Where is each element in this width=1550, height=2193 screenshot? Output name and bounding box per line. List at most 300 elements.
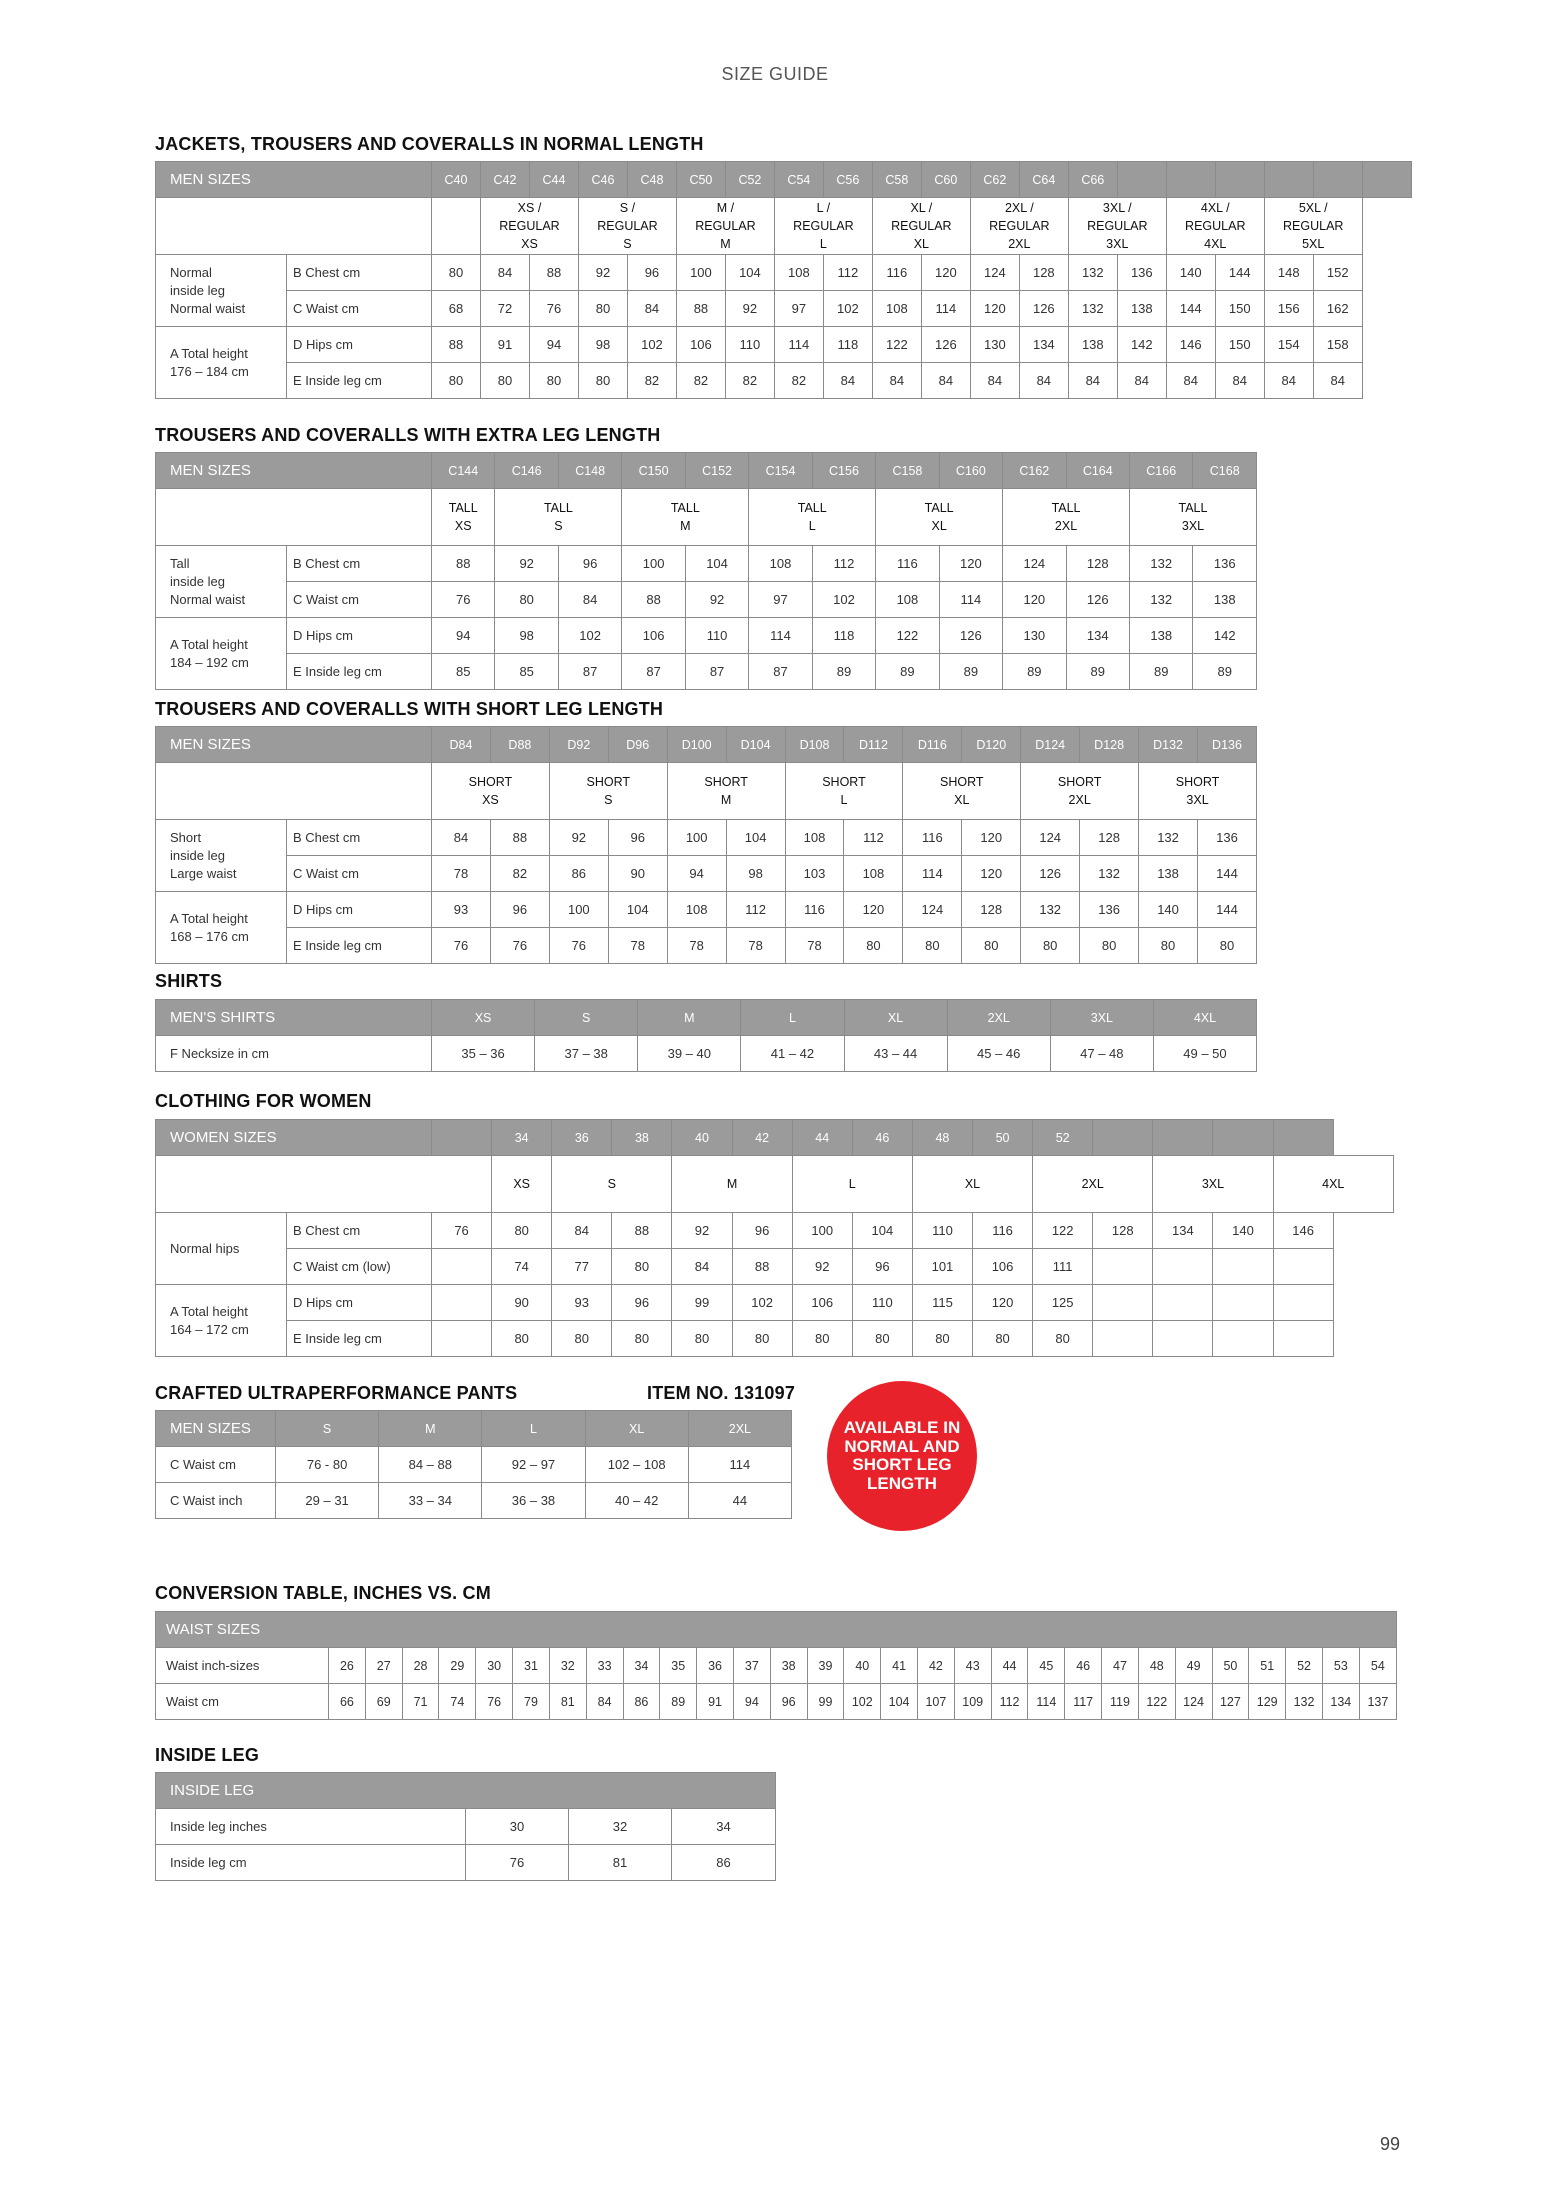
measure-label: D Hips cm: [287, 892, 432, 928]
table-row: [156, 291, 1412, 327]
size-header-cell: 52: [1033, 1120, 1093, 1156]
measure-label: B Chest cm: [287, 820, 432, 856]
table-row: [156, 327, 1412, 363]
measure-value: 74: [492, 1249, 552, 1285]
measure-value: 89: [1003, 654, 1066, 690]
measure-value: 68: [432, 291, 481, 327]
table-row: [156, 1809, 776, 1845]
normal-length-table: [155, 161, 1412, 399]
size-header-cell: 42: [732, 1120, 792, 1156]
measure-value: 140: [1213, 1213, 1273, 1249]
measure-value: 128: [1019, 255, 1068, 291]
measure-label: C Waist cm: [287, 291, 432, 327]
measure-value: 92: [495, 546, 558, 582]
size-header-cell: L: [482, 1411, 585, 1447]
measure-label: D Hips cm: [287, 618, 432, 654]
measure-value: 109: [954, 1684, 991, 1720]
size-header-cell: C62: [970, 162, 1019, 198]
size-header-cell: C148: [558, 453, 621, 489]
measure-value: 97: [749, 582, 812, 618]
measure-value: 150: [1215, 291, 1264, 327]
measure-value: 89: [812, 654, 875, 690]
size-header-cell: C48: [627, 162, 676, 198]
measure-value: 132: [1130, 582, 1193, 618]
measure-value: 41 – 42: [741, 1036, 844, 1072]
measure-value: 114: [749, 618, 812, 654]
measure-value: 116: [973, 1213, 1033, 1249]
measure-value: 102 – 108: [585, 1447, 688, 1483]
measure-value: 103: [785, 856, 844, 892]
size-header-cell: 36: [552, 1120, 612, 1156]
size-header-cell: 34: [492, 1120, 552, 1156]
measure-value: 34: [672, 1809, 776, 1845]
measure-value: [1213, 1321, 1273, 1357]
measure-value: 106: [792, 1285, 852, 1321]
measure-value: 84: [1019, 363, 1068, 399]
measure-value: 132: [1068, 255, 1117, 291]
table-row: [156, 1483, 792, 1519]
size-header-cell: 38: [612, 1120, 672, 1156]
measure-value: 31: [513, 1648, 550, 1684]
measure-value: 82: [676, 363, 725, 399]
block-label: Normal inside leg Normal waist: [156, 255, 287, 327]
measure-value: [1273, 1285, 1333, 1321]
measure-value: 80: [432, 363, 481, 399]
measure-value: 114: [921, 291, 970, 327]
measure-value: 96: [852, 1249, 912, 1285]
measure-value: 77: [552, 1249, 612, 1285]
measure-value: 128: [1093, 1213, 1153, 1249]
measure-value: 138: [1130, 618, 1193, 654]
measure-value: 27: [365, 1648, 402, 1684]
size-group-label: TALL M: [622, 489, 749, 546]
table-row: [156, 1447, 792, 1483]
measure-label: C Waist inch: [156, 1483, 276, 1519]
size-header-cell: C56: [823, 162, 872, 198]
measure-value: 104: [608, 892, 667, 928]
measure-value: 40: [844, 1648, 881, 1684]
measure-value: 138: [1068, 327, 1117, 363]
measure-value: 148: [1264, 255, 1313, 291]
measure-label: B Chest cm: [287, 255, 432, 291]
header-label: MEN SIZES: [156, 727, 432, 763]
measure-value: 85: [432, 654, 495, 690]
measure-value: 118: [812, 618, 875, 654]
measure-value: [432, 1249, 492, 1285]
measure-value: 146: [1166, 327, 1215, 363]
measure-value: 89: [876, 654, 939, 690]
measure-label: B Chest cm: [287, 1213, 432, 1249]
measure-value: 136: [1080, 892, 1139, 928]
measure-value: 80: [852, 1321, 912, 1357]
measure-value: 33: [586, 1648, 623, 1684]
page-number: 99: [1380, 2134, 1401, 2154]
measure-value: 78: [608, 928, 667, 964]
measure-value: 122: [1138, 1684, 1175, 1720]
measure-value: 88: [490, 820, 549, 856]
measure-value: 80: [973, 1321, 1033, 1357]
header-label: MEN'S SHIRTS: [156, 1000, 432, 1036]
measure-value: 114: [939, 582, 1002, 618]
table-row: [156, 1285, 1394, 1321]
size-header-cell: C52: [725, 162, 774, 198]
measure-value: 102: [844, 1684, 881, 1720]
measure-value: 54: [1359, 1648, 1396, 1684]
table-row: [156, 1845, 776, 1881]
measure-value: 128: [962, 892, 1021, 928]
table-row: [156, 582, 1257, 618]
block-label: Normal hips: [156, 1213, 287, 1285]
measure-value: 87: [685, 654, 748, 690]
measure-value: 80: [1080, 928, 1139, 964]
measure-value: 129: [1249, 1684, 1286, 1720]
section-title-inside-leg: INSIDE LEG: [155, 1745, 260, 1765]
measure-label: D Hips cm: [287, 1285, 432, 1321]
size-header-cell: C164: [1066, 453, 1129, 489]
measure-value: 98: [578, 327, 627, 363]
measure-value: 92: [685, 582, 748, 618]
measure-value: 132: [1286, 1684, 1323, 1720]
size-group-label: TALL XL: [876, 489, 1003, 546]
measure-value: [1213, 1285, 1273, 1321]
table-row: [156, 1120, 1394, 1156]
measure-value: 144: [1166, 291, 1215, 327]
size-header-cell: 48: [912, 1120, 972, 1156]
size-group-label: SHORT S: [549, 763, 667, 820]
table-row: [156, 820, 1257, 856]
size-header-cell: D120: [962, 727, 1021, 763]
size-group-label: TALL L: [749, 489, 876, 546]
measure-value: 100: [676, 255, 725, 291]
measure-value: 110: [852, 1285, 912, 1321]
measure-value: 39 – 40: [638, 1036, 741, 1072]
extra-leg-table: [155, 452, 1257, 690]
measure-value: 90: [492, 1285, 552, 1321]
size-header-cell: C160: [939, 453, 1002, 489]
size-header-cell: D88: [490, 727, 549, 763]
measure-value: [1273, 1321, 1333, 1357]
table-row: [156, 363, 1412, 399]
measure-value: 136: [1198, 820, 1257, 856]
measure-label: Waist inch-sizes: [156, 1648, 329, 1684]
size-header-cell: D136: [1198, 727, 1257, 763]
size-header-cell: 40: [672, 1120, 732, 1156]
measure-value: 72: [481, 291, 530, 327]
block-label: A Total height 164 – 172 cm: [156, 1285, 287, 1357]
measure-value: 106: [973, 1249, 1033, 1285]
size-header-cell: C40: [432, 162, 481, 198]
size-header-cell: C156: [812, 453, 875, 489]
measure-label: C Waist cm: [287, 856, 432, 892]
measure-value: 124: [903, 892, 962, 928]
measure-value: 132: [1130, 546, 1193, 582]
size-header-cell: C162: [1003, 453, 1066, 489]
measure-value: 33 – 34: [379, 1483, 482, 1519]
measure-value: 98: [726, 856, 785, 892]
measure-label: Waist cm: [156, 1684, 329, 1720]
measure-value: 81: [569, 1845, 672, 1881]
measure-value: 150: [1215, 327, 1264, 363]
measure-value: 84: [672, 1249, 732, 1285]
measure-value: 114: [903, 856, 962, 892]
measure-value: 108: [872, 291, 921, 327]
measure-value: 116: [876, 546, 939, 582]
measure-value: 116: [903, 820, 962, 856]
pants-table: [155, 1410, 792, 1519]
measure-value: 30: [476, 1648, 513, 1684]
measure-value: 108: [774, 255, 823, 291]
measure-value: 32: [569, 1809, 672, 1845]
measure-value: 120: [973, 1285, 1033, 1321]
measure-value: 42: [918, 1648, 955, 1684]
measure-label: E Inside leg cm: [287, 1321, 432, 1357]
size-header-cell: S: [276, 1411, 379, 1447]
size-group-label: SHORT 2XL: [1021, 763, 1139, 820]
measure-value: 94: [529, 327, 578, 363]
size-group-label: [432, 198, 481, 255]
measure-value: 125: [1033, 1285, 1093, 1321]
size-header-cell: D132: [1139, 727, 1198, 763]
measure-value: 128: [1080, 820, 1139, 856]
header-label: MEN SIZES: [156, 162, 432, 198]
size-group-label: 2XL: [1033, 1156, 1153, 1213]
size-header-cell: 2XL: [688, 1411, 791, 1447]
table-row: [156, 856, 1257, 892]
measure-value: 80: [844, 928, 903, 964]
measure-value: 99: [672, 1285, 732, 1321]
measure-value: [1273, 1249, 1333, 1285]
measure-value: 76: [549, 928, 608, 964]
measure-value: 120: [921, 255, 970, 291]
size-group-label: SHORT M: [667, 763, 785, 820]
measure-value: 35 – 36: [432, 1036, 535, 1072]
table-row: [156, 763, 1257, 820]
size-group-label: TALL 3XL: [1130, 489, 1257, 546]
block-label: Tall inside leg Normal waist: [156, 546, 287, 618]
measure-value: 38: [770, 1648, 807, 1684]
measure-value: 80: [529, 363, 578, 399]
size-header-cell: 50: [973, 1120, 1033, 1156]
measure-value: 118: [823, 327, 872, 363]
table-row: [156, 1612, 1397, 1648]
measure-value: 84: [823, 363, 872, 399]
measure-value: 69: [365, 1684, 402, 1720]
measure-value: 80: [481, 363, 530, 399]
size-header-cell: C168: [1193, 453, 1257, 489]
measure-value: 87: [622, 654, 685, 690]
measure-value: 111: [1033, 1249, 1093, 1285]
measure-value: 134: [1019, 327, 1068, 363]
measure-value: 102: [732, 1285, 792, 1321]
measure-value: 91: [481, 327, 530, 363]
header-label: INSIDE LEG: [156, 1773, 776, 1809]
measure-value: 84: [558, 582, 621, 618]
measure-value: 89: [1193, 654, 1257, 690]
measure-value: 122: [876, 618, 939, 654]
measure-value: 88: [529, 255, 578, 291]
measure-value: 114: [774, 327, 823, 363]
measure-value: 116: [872, 255, 921, 291]
measure-value: 134: [1322, 1684, 1359, 1720]
measure-value: [1093, 1321, 1153, 1357]
measure-value: 37 – 38: [535, 1036, 638, 1072]
measure-value: 47: [1102, 1648, 1139, 1684]
measure-value: 80: [432, 255, 481, 291]
measure-value: 91: [697, 1684, 734, 1720]
size-group-label: L / REGULAR L: [774, 198, 872, 255]
measure-value: 126: [939, 618, 1002, 654]
measure-value: 92: [578, 255, 627, 291]
measure-value: 96: [490, 892, 549, 928]
measure-value: 122: [1033, 1213, 1093, 1249]
measure-value: 81: [549, 1684, 586, 1720]
shirts-table: [155, 999, 1257, 1072]
measure-value: 30: [466, 1809, 569, 1845]
size-group-label: SHORT 3XL: [1139, 763, 1257, 820]
size-header-cell: XS: [432, 1000, 535, 1036]
measure-value: 84: [1068, 363, 1117, 399]
measure-value: 34: [623, 1648, 660, 1684]
measure-value: 102: [558, 618, 621, 654]
measure-value: 108: [749, 546, 812, 582]
measure-value: 84: [1117, 363, 1166, 399]
measure-value: 86: [623, 1684, 660, 1720]
measure-value: 92: [792, 1249, 852, 1285]
measure-value: 80: [962, 928, 1021, 964]
measure-value: 26: [329, 1648, 366, 1684]
measure-value: 49: [1175, 1648, 1212, 1684]
measure-value: 80: [492, 1213, 552, 1249]
measure-value: 80: [1139, 928, 1198, 964]
header-label: MEN SIZES: [156, 1411, 276, 1447]
measure-value: 96: [558, 546, 621, 582]
size-header-cell: XL: [844, 1000, 947, 1036]
measure-value: 82: [725, 363, 774, 399]
measure-value: 47 – 48: [1050, 1036, 1153, 1072]
measure-value: 94: [667, 856, 726, 892]
measure-value: 84: [872, 363, 921, 399]
measure-value: 102: [627, 327, 676, 363]
measure-value: 136: [1117, 255, 1166, 291]
section-title-pants: CRAFTED ULTRAPERFORMANCE PANTS: [155, 1383, 518, 1403]
size-group-label: S / REGULAR S: [578, 198, 676, 255]
size-group-label: TALL XS: [432, 489, 495, 546]
measure-value: 76: [529, 291, 578, 327]
measure-value: 112: [812, 546, 875, 582]
group-spacer: [156, 763, 432, 820]
size-group-label: 3XL: [1153, 1156, 1273, 1213]
size-header-cell: D104: [726, 727, 785, 763]
measure-value: 78: [667, 928, 726, 964]
measure-value: 142: [1117, 327, 1166, 363]
measure-label: C Waist cm: [287, 582, 432, 618]
measure-value: 80: [612, 1249, 672, 1285]
measure-value: 93: [552, 1285, 612, 1321]
measure-label: D Hips cm: [287, 327, 432, 363]
size-header-cell: D84: [432, 727, 491, 763]
measure-value: 76: [490, 928, 549, 964]
measure-value: 76: [476, 1684, 513, 1720]
measure-value: 124: [1021, 820, 1080, 856]
measure-value: 76: [432, 928, 491, 964]
measure-value: 39: [807, 1648, 844, 1684]
measure-value: 162: [1313, 291, 1362, 327]
measure-value: 80: [578, 363, 627, 399]
measure-value: 80: [612, 1321, 672, 1357]
size-group-label: 2XL / REGULAR 2XL: [970, 198, 1068, 255]
short-leg-table: [155, 726, 1257, 964]
size-group-label: XL: [912, 1156, 1032, 1213]
measure-value: 122: [872, 327, 921, 363]
section-title-short-leg: TROUSERS AND COVERALLS WITH SHORT LEG LENGTH: [155, 699, 664, 719]
measure-value: 124: [1003, 546, 1066, 582]
size-header-cell: 44: [792, 1120, 852, 1156]
measure-value: 37: [733, 1648, 770, 1684]
measure-value: 132: [1139, 820, 1198, 856]
measure-value: 138: [1117, 291, 1166, 327]
measure-value: 97: [774, 291, 823, 327]
header-label: WOMEN SIZES: [156, 1120, 432, 1156]
table-row: [156, 1000, 1257, 1036]
measure-value: 120: [962, 856, 1021, 892]
measure-value: 110: [912, 1213, 972, 1249]
table-row: [156, 1156, 1394, 1213]
measure-value: 106: [622, 618, 685, 654]
measure-value: 140: [1139, 892, 1198, 928]
measure-value: 92: [549, 820, 608, 856]
measure-value: 66: [329, 1684, 366, 1720]
measure-value: 116: [785, 892, 844, 928]
measure-value: 84: [1264, 363, 1313, 399]
size-header-cell: [1215, 162, 1264, 198]
measure-value: 78: [432, 856, 491, 892]
measure-value: 101: [912, 1249, 972, 1285]
size-header-cell: 4XL: [1153, 1000, 1256, 1036]
measure-value: 96: [770, 1684, 807, 1720]
size-header-cell: [1264, 162, 1313, 198]
size-header-cell: C154: [749, 453, 812, 489]
size-header-cell: [1273, 1120, 1333, 1156]
availability-badge: AVAILABLE IN NORMAL AND SHORT LEG LENGTH: [827, 1381, 977, 1531]
measure-value: 29 – 31: [276, 1483, 379, 1519]
size-group-label: 4XL / REGULAR 4XL: [1166, 198, 1264, 255]
measure-value: 80: [1033, 1321, 1093, 1357]
measure-value: 104: [881, 1684, 918, 1720]
measure-value: 126: [1019, 291, 1068, 327]
table-row: [156, 546, 1257, 582]
header-label: WAIST SIZES: [156, 1612, 1397, 1648]
measure-value: 102: [812, 582, 875, 618]
measure-value: 80: [1198, 928, 1257, 964]
table-row: [156, 1249, 1394, 1285]
measure-value: 36: [697, 1648, 734, 1684]
size-header-cell: [1093, 1120, 1153, 1156]
measure-value: 74: [439, 1684, 476, 1720]
size-header-cell: S: [535, 1000, 638, 1036]
table-row: [156, 1684, 1397, 1720]
measure-value: 120: [844, 892, 903, 928]
measure-value: 96: [612, 1285, 672, 1321]
measure-value: [1213, 1249, 1273, 1285]
measure-value: 76: [432, 582, 495, 618]
table-row: [156, 1321, 1394, 1357]
measure-value: 44: [991, 1648, 1028, 1684]
size-header-cell: 2XL: [947, 1000, 1050, 1036]
measure-value: 138: [1193, 582, 1257, 618]
size-header-cell: C42: [481, 162, 530, 198]
measure-value: 88: [676, 291, 725, 327]
measure-label: B Chest cm: [287, 546, 432, 582]
